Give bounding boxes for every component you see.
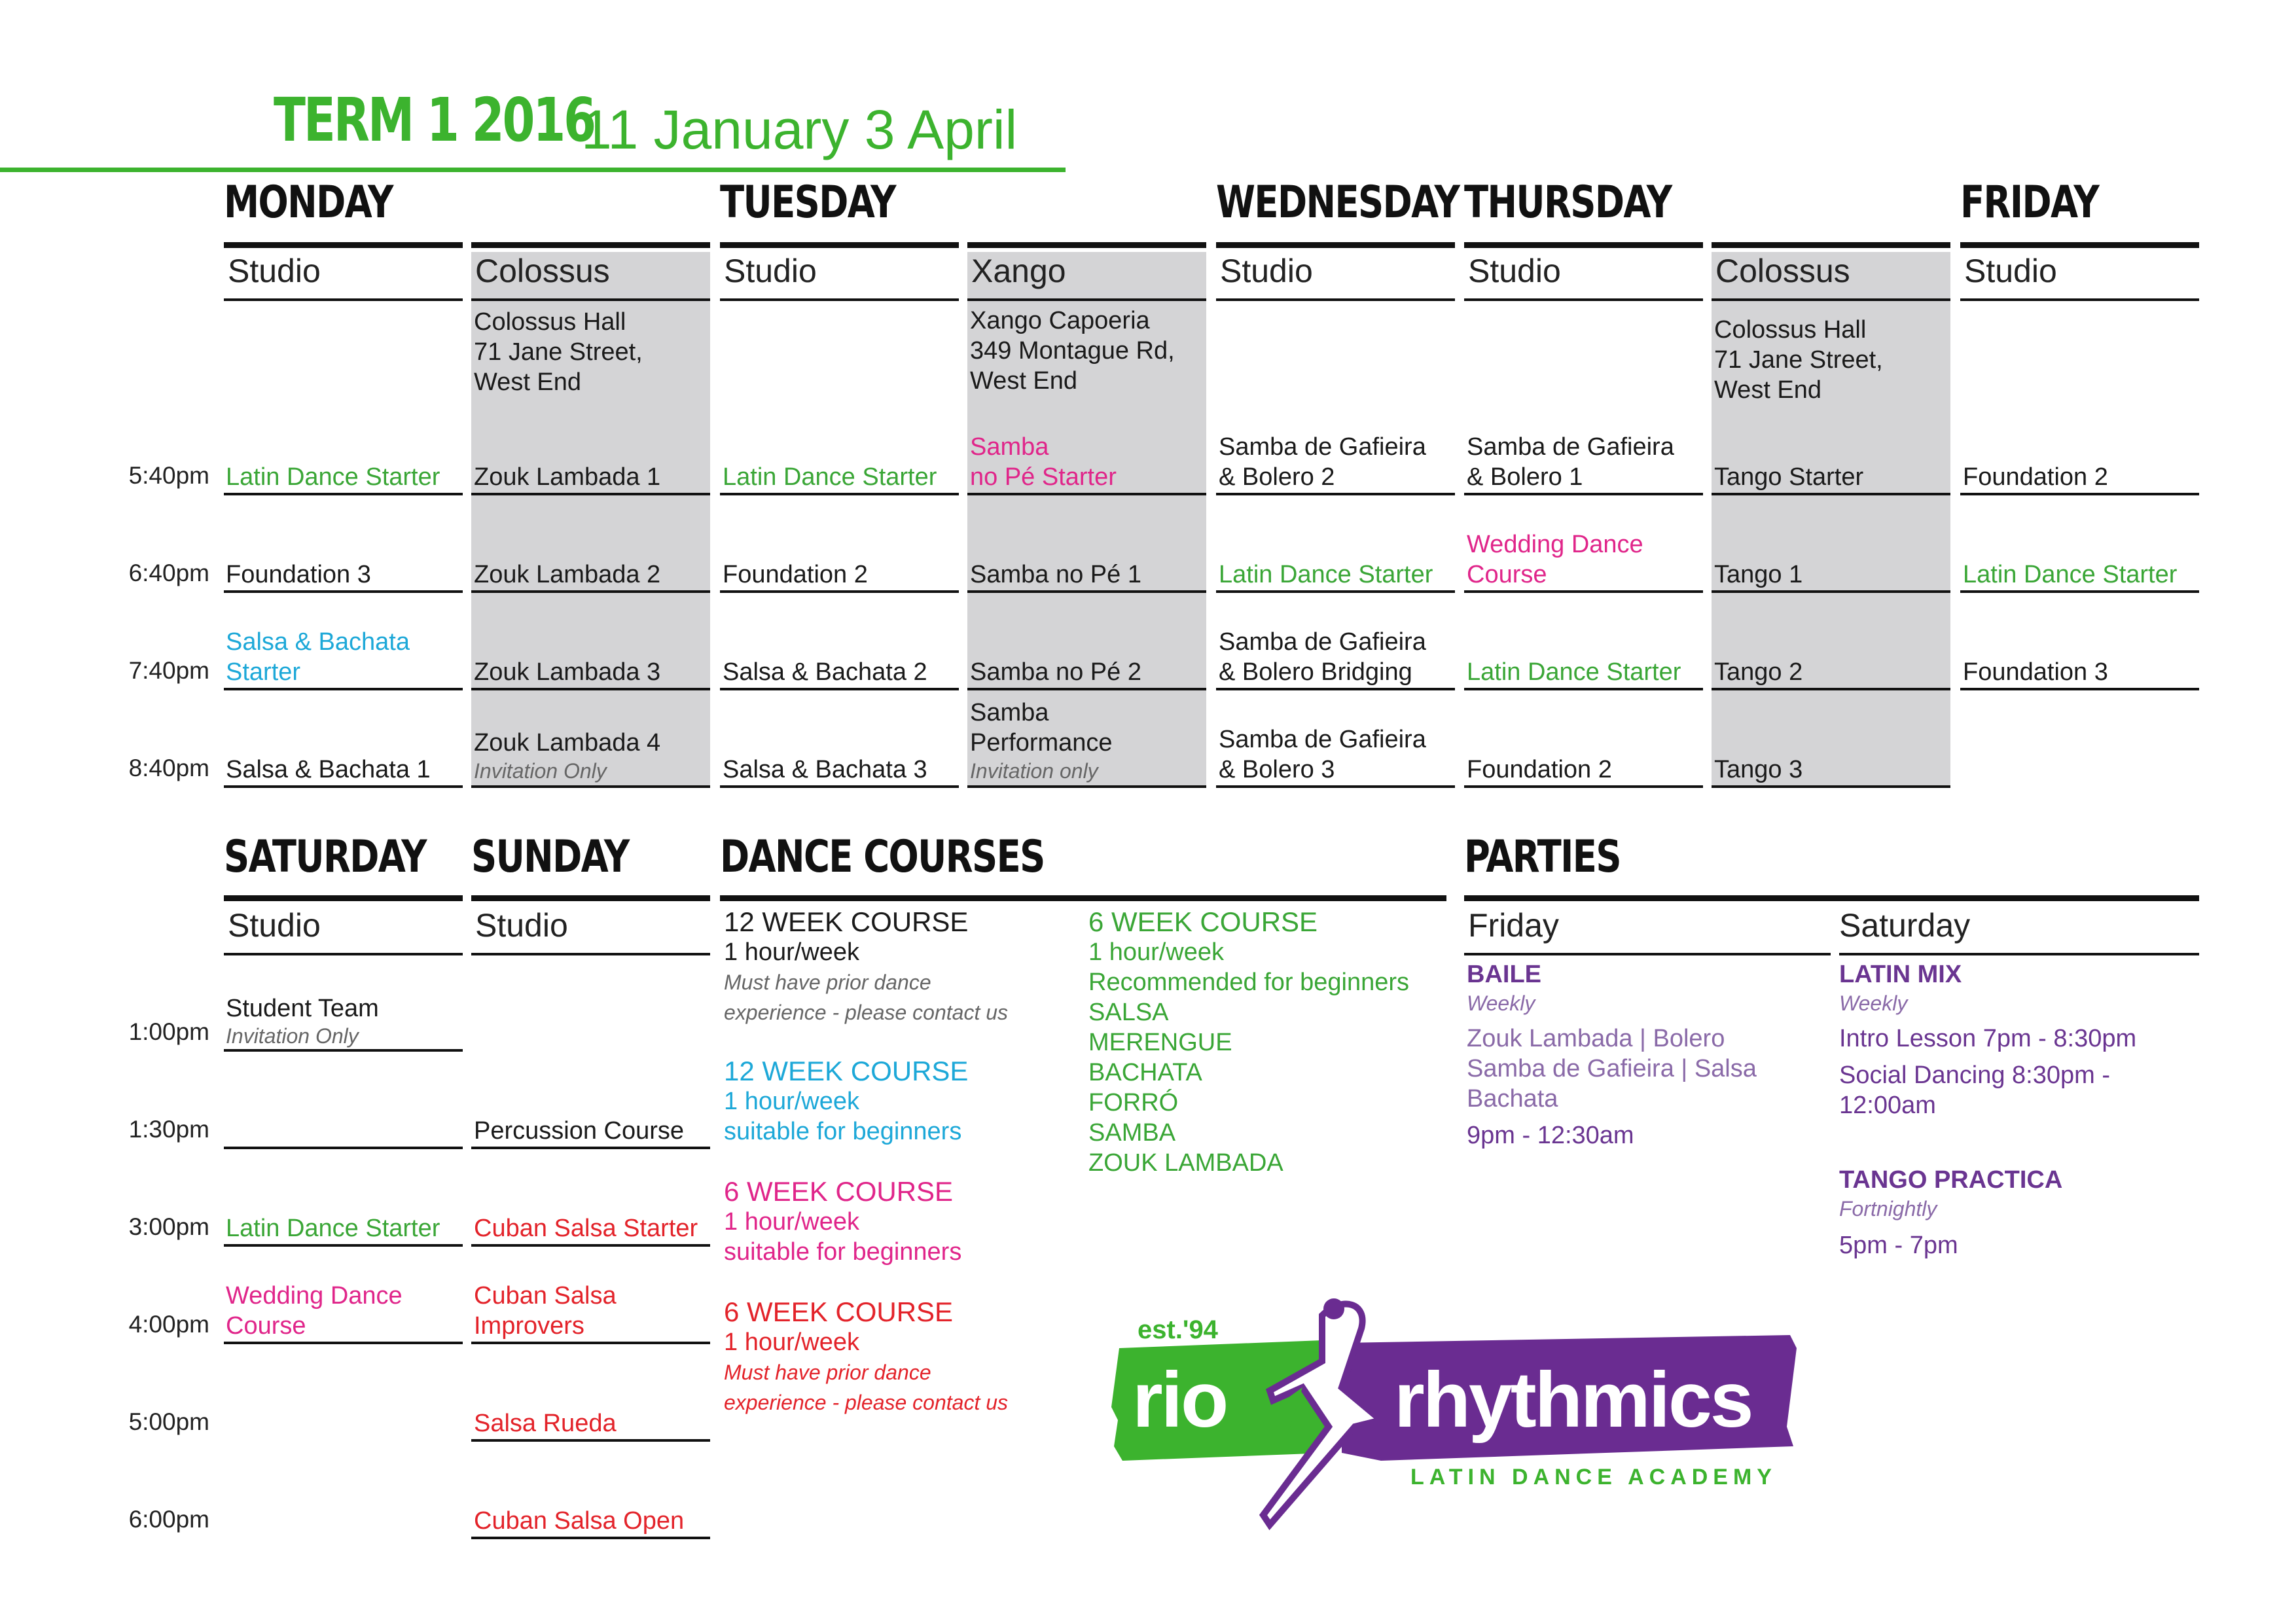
bar bbox=[471, 298, 710, 301]
address-line: 349 Montague Rd, bbox=[970, 337, 1175, 365]
bar bbox=[720, 298, 959, 301]
bar bbox=[1464, 493, 1703, 495]
class-entry[interactable]: Student Team bbox=[226, 995, 379, 1022]
course-style: SAMBA bbox=[1088, 1119, 1176, 1147]
venue-studio: Studio bbox=[228, 253, 321, 289]
header-rule bbox=[0, 168, 1066, 172]
party-name: LATIN MIX bbox=[1839, 961, 1962, 988]
bar bbox=[224, 688, 463, 690]
party-styles: Bachata bbox=[1467, 1085, 1558, 1113]
course-freq: 1 hour/week bbox=[724, 1208, 860, 1236]
bar bbox=[224, 1244, 463, 1247]
bar bbox=[471, 1147, 710, 1149]
time-label: 1:30pm bbox=[128, 1116, 209, 1143]
section-dance-courses: DANCE COURSES bbox=[720, 831, 1045, 883]
bar bbox=[1712, 298, 1950, 301]
address-line: 71 Jane Street, bbox=[1714, 346, 1883, 374]
course-title: 6 WEEK COURSE bbox=[724, 1296, 954, 1327]
party-time: 9pm - 12:30am bbox=[1467, 1122, 1634, 1149]
day-sunday: SUNDAY bbox=[471, 831, 629, 883]
course-note: Recommended for beginners bbox=[1088, 969, 1410, 996]
bar bbox=[967, 298, 1206, 301]
bar bbox=[720, 493, 959, 495]
class-entry[interactable]: Latin Dance Starter bbox=[1963, 561, 2178, 588]
day-saturday: SATURDAY bbox=[224, 831, 426, 883]
logo-rhythmics: rhythmics bbox=[1394, 1356, 1752, 1444]
time-label: 7:40pm bbox=[128, 657, 209, 684]
bar bbox=[471, 1342, 710, 1344]
course-note: experience - please contact us bbox=[724, 1391, 1009, 1414]
class-entry[interactable]: Improvers bbox=[474, 1312, 584, 1340]
bar bbox=[471, 1439, 710, 1442]
bar bbox=[1464, 688, 1703, 690]
bar bbox=[224, 298, 463, 301]
class-entry[interactable]: & Bolero 1 bbox=[1467, 463, 1583, 491]
course-style: FORRÓ bbox=[1088, 1089, 1179, 1116]
bar bbox=[720, 242, 959, 248]
class-entry[interactable]: Samba no Pé 2 bbox=[970, 658, 1141, 686]
course-style: BACHATA bbox=[1088, 1059, 1202, 1086]
venue-colossus: Colossus bbox=[475, 253, 610, 289]
bar bbox=[224, 895, 463, 901]
class-entry[interactable]: Zouk Lambada 3 bbox=[474, 658, 661, 686]
day-tuesday: TUESDAY bbox=[720, 177, 895, 228]
time-label: 6:00pm bbox=[128, 1506, 209, 1533]
day-thursday: THURSDAY bbox=[1464, 177, 1672, 228]
bar bbox=[1464, 895, 2199, 901]
bar bbox=[224, 1342, 463, 1344]
course-freq: 1 hour/week bbox=[724, 938, 860, 966]
course-note: Must have prior dance bbox=[724, 971, 931, 994]
logo-rio: rio bbox=[1132, 1356, 1227, 1444]
time-label: 3:00pm bbox=[128, 1213, 209, 1240]
bar bbox=[471, 1244, 710, 1247]
class-entry[interactable]: Latin Dance Starter bbox=[226, 1215, 440, 1242]
class-entry[interactable]: Foundation 2 bbox=[1963, 463, 2108, 491]
bar bbox=[720, 688, 959, 690]
bar bbox=[471, 688, 710, 690]
class-entry[interactable]: Samba no Pé 1 bbox=[970, 561, 1141, 588]
class-entry[interactable]: Salsa & Bachata bbox=[226, 628, 410, 656]
bar bbox=[224, 242, 463, 248]
bar bbox=[224, 953, 463, 955]
bar bbox=[1712, 688, 1950, 690]
venue-studio: Studio bbox=[724, 253, 817, 289]
day-monday: MONDAY bbox=[224, 177, 393, 228]
class-entry[interactable]: & Bolero Bridging bbox=[1219, 658, 1412, 686]
class-entry[interactable]: Latin Dance Starter bbox=[723, 463, 937, 491]
class-entry[interactable]: Salsa & Bachata 3 bbox=[723, 756, 927, 783]
course-title: 12 WEEK COURSE bbox=[724, 1056, 969, 1086]
bar bbox=[1216, 688, 1455, 690]
course-freq: 1 hour/week bbox=[724, 1329, 860, 1356]
bar bbox=[1216, 242, 1455, 248]
class-entry[interactable]: Wedding Dance bbox=[1467, 531, 1643, 558]
class-entry[interactable]: Samba de Gafieira bbox=[1219, 726, 1426, 753]
bar bbox=[967, 688, 1206, 690]
bar bbox=[1960, 298, 2199, 301]
bar bbox=[1464, 953, 1831, 955]
bar bbox=[1712, 242, 1950, 248]
bar bbox=[1960, 242, 2199, 248]
address-line: Colossus Hall bbox=[474, 308, 626, 336]
bar bbox=[1839, 953, 2199, 955]
bar bbox=[1216, 298, 1455, 301]
class-entry[interactable]: Tango 1 bbox=[1714, 561, 1803, 588]
venue-studio: Studio bbox=[1468, 253, 1561, 289]
bar bbox=[224, 493, 463, 495]
bar bbox=[224, 1147, 463, 1149]
class-note: Invitation Only bbox=[226, 1024, 359, 1048]
venue-studio: Studio bbox=[1220, 253, 1313, 289]
class-entry[interactable]: Latin Dance Starter bbox=[1467, 658, 1681, 686]
day-wednesday: WEDNESDAY bbox=[1216, 177, 1460, 228]
course-note: suitable for beginners bbox=[724, 1238, 962, 1266]
class-entry[interactable]: Foundation 2 bbox=[1467, 756, 1612, 783]
bar bbox=[1712, 785, 1950, 788]
logo-tagline: LATIN DANCE ACADEMY bbox=[1410, 1465, 1777, 1489]
class-entry[interactable]: Starter bbox=[226, 658, 301, 686]
bar bbox=[967, 242, 1206, 248]
party-day-friday: Friday bbox=[1468, 907, 1559, 944]
bar bbox=[1712, 590, 1950, 593]
bar bbox=[224, 590, 463, 593]
time-label: 1:00pm bbox=[128, 1018, 209, 1045]
party-detail: Social Dancing 8:30pm - bbox=[1839, 1061, 2110, 1089]
address-line: West End bbox=[1714, 376, 1822, 404]
course-title: 6 WEEK COURSE bbox=[1088, 906, 1318, 937]
address-line: Xango Capoeria bbox=[970, 307, 1150, 334]
class-entry[interactable]: Samba bbox=[970, 699, 1049, 726]
course-note: Must have prior dance bbox=[724, 1361, 931, 1384]
course-freq: 1 hour/week bbox=[1088, 938, 1225, 966]
class-entry[interactable]: Tango 2 bbox=[1714, 658, 1803, 686]
party-freq: Weekly bbox=[1839, 991, 1908, 1015]
class-entry[interactable]: Salsa Rueda bbox=[474, 1410, 617, 1437]
bar bbox=[1464, 590, 1703, 593]
day-friday: FRIDAY bbox=[1960, 177, 2099, 228]
class-entry[interactable]: Zouk Lambada 1 bbox=[474, 463, 661, 491]
class-entry[interactable]: Latin Dance Starter bbox=[1219, 561, 1433, 588]
logo-dancer-head bbox=[1323, 1298, 1344, 1319]
class-entry[interactable]: Course bbox=[1467, 561, 1547, 588]
address-line: West End bbox=[970, 367, 1078, 395]
time-label: 6:40pm bbox=[128, 560, 209, 586]
course-style: SALSA bbox=[1088, 999, 1169, 1026]
course-style: MERENGUE bbox=[1088, 1029, 1232, 1056]
class-entry[interactable]: Wedding Dance bbox=[226, 1282, 403, 1310]
venue-studio: Studio bbox=[475, 907, 568, 944]
class-entry[interactable]: Latin Dance Starter bbox=[226, 463, 440, 491]
party-day-saturday: Saturday bbox=[1839, 907, 1971, 944]
bar bbox=[471, 895, 710, 901]
time-label: 4:00pm bbox=[128, 1311, 209, 1338]
bar bbox=[224, 1049, 463, 1052]
party-time: 5pm - 7pm bbox=[1839, 1232, 1958, 1259]
class-entry[interactable]: Samba de Gafieira bbox=[1219, 628, 1426, 656]
bar bbox=[1216, 785, 1455, 788]
bar bbox=[1960, 688, 2199, 690]
class-entry[interactable]: Samba de Gafieira bbox=[1467, 433, 1674, 461]
party-detail: 12:00am bbox=[1839, 1092, 1936, 1119]
class-entry[interactable]: & Bolero 2 bbox=[1219, 463, 1335, 491]
bar bbox=[720, 590, 959, 593]
course-note: experience - please contact us bbox=[724, 1001, 1009, 1024]
bar bbox=[1712, 493, 1950, 495]
class-entry[interactable]: Salsa & Bachata 1 bbox=[226, 756, 431, 783]
party-name: BAILE bbox=[1467, 961, 1541, 988]
class-entry[interactable]: Foundation 2 bbox=[723, 561, 868, 588]
course-note: suitable for beginners bbox=[724, 1118, 962, 1145]
class-entry[interactable]: no Pé Starter bbox=[970, 463, 1117, 491]
bar bbox=[720, 895, 1446, 901]
address-line: West End bbox=[474, 368, 582, 396]
term-dates: 11 January 3 April bbox=[581, 99, 1018, 160]
party-freq: Weekly bbox=[1467, 991, 1535, 1015]
class-entry[interactable]: Cuban Salsa Open bbox=[474, 1507, 685, 1535]
bar bbox=[1464, 298, 1703, 301]
class-entry[interactable]: Foundation 3 bbox=[1963, 658, 2108, 686]
course-freq: 1 hour/week bbox=[724, 1088, 860, 1115]
class-entry[interactable]: Zouk Lambada 4 bbox=[474, 729, 661, 757]
time-label: 5:00pm bbox=[128, 1408, 209, 1435]
venue-colossus: Colossus bbox=[1715, 253, 1850, 289]
bar bbox=[1216, 493, 1455, 495]
class-entry[interactable]: Percussion Course bbox=[474, 1117, 685, 1145]
class-entry[interactable]: Course bbox=[226, 1312, 306, 1340]
bar bbox=[471, 1537, 710, 1539]
bar bbox=[471, 590, 710, 593]
bar bbox=[1960, 590, 2199, 593]
bar bbox=[1464, 785, 1703, 788]
address-line: 71 Jane Street, bbox=[474, 338, 643, 366]
venue-studio: Studio bbox=[228, 907, 321, 944]
bar bbox=[967, 493, 1206, 495]
time-label: 5:40pm bbox=[128, 462, 209, 489]
class-entry[interactable]: Cuban Salsa bbox=[474, 1282, 617, 1310]
party-styles: Samba de Gafieira | Salsa bbox=[1467, 1055, 1757, 1082]
section-parties: PARTIES bbox=[1464, 831, 1621, 883]
bar bbox=[224, 785, 463, 788]
bar bbox=[1960, 493, 2199, 495]
class-entry[interactable]: Tango 3 bbox=[1714, 756, 1803, 783]
class-entry[interactable]: Samba de Gafieira bbox=[1219, 433, 1426, 461]
class-note: Invitation Only bbox=[474, 759, 607, 783]
term-title: TERM 1 2016 bbox=[274, 85, 594, 155]
course-title: 6 WEEK COURSE bbox=[724, 1176, 954, 1207]
class-entry[interactable]: Zouk Lambada 2 bbox=[474, 561, 661, 588]
class-entry[interactable]: Performance bbox=[970, 729, 1113, 757]
address-line: Colossus Hall bbox=[1714, 316, 1867, 344]
class-entry[interactable]: Tango Starter bbox=[1714, 463, 1864, 491]
class-entry[interactable]: Foundation 3 bbox=[226, 561, 371, 588]
bar bbox=[1216, 590, 1455, 593]
bar bbox=[967, 590, 1206, 593]
course-title: 12 WEEK COURSE bbox=[724, 906, 969, 937]
party-name: TANGO PRACTICA bbox=[1839, 1166, 2063, 1194]
bar bbox=[1464, 242, 1703, 248]
venue-xango: Xango bbox=[971, 253, 1066, 289]
course-style: ZOUK LAMBADA bbox=[1088, 1149, 1283, 1177]
bar bbox=[471, 242, 710, 248]
time-label: 8:40pm bbox=[128, 755, 209, 781]
rio-rhythmics-logo bbox=[1106, 1289, 1800, 1531]
class-entry[interactable]: Samba bbox=[970, 433, 1049, 461]
class-note: Invitation only bbox=[970, 759, 1098, 783]
class-entry[interactable]: Salsa & Bachata 2 bbox=[723, 658, 927, 686]
logo-est: est.'94 bbox=[1138, 1315, 1218, 1344]
bar bbox=[471, 953, 710, 955]
class-entry[interactable]: & Bolero 3 bbox=[1219, 756, 1335, 783]
party-detail: Intro Lesson 7pm - 8:30pm bbox=[1839, 1025, 2137, 1052]
party-freq: Fortnightly bbox=[1839, 1197, 1937, 1221]
party-styles: Zouk Lambada | Bolero bbox=[1467, 1025, 1725, 1052]
bar bbox=[720, 785, 959, 788]
class-entry[interactable]: Cuban Salsa Starter bbox=[474, 1215, 698, 1242]
venue-studio: Studio bbox=[1964, 253, 2057, 289]
bar bbox=[471, 493, 710, 495]
